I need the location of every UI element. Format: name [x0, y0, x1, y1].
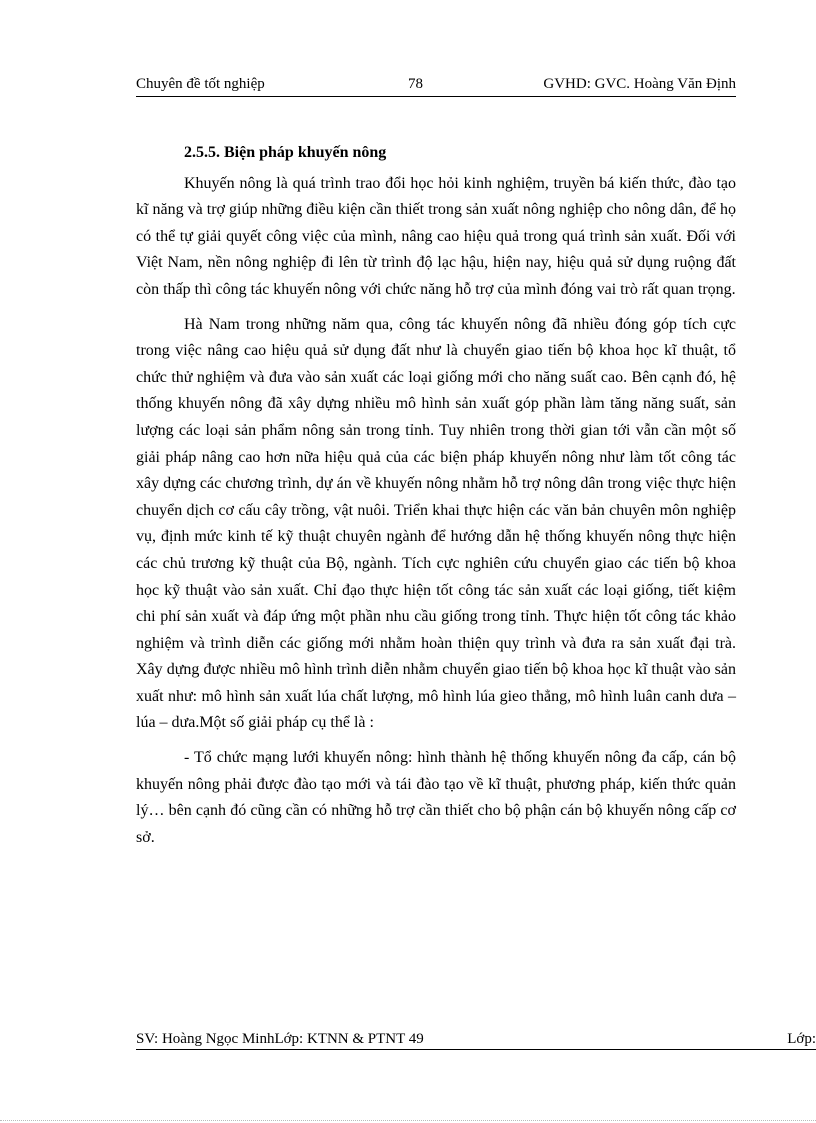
footer-student-info: SV: Hoàng Ngọc MinhLớp: KTNN & PTNT 49: [136, 1031, 424, 1047]
paragraph-bullet-organization: - Tổ chức mạng lưới khuyến nông: hình thành hệ thống khuyến nông đa cấp, cán bộ khuyến nông phải được đào tạo mới và tái đào tạo về kĩ thuật, phương pháp, kiến thức quản lý… bên cạnh đó cũng cần có những hỗ trợ cần thiết cho bộ phận cán bộ khuyến nông cấp cơ sở.: [136, 749, 736, 846]
paragraph-intro: Khuyến nông là quá trình trao đổi học hỏi kinh nghiệm, truyền bá kiến thức, đào tạo kĩ năng và trợ giúp những điều kiện cần thiết trong sản xuất nông nghiệp cho nông dân, để họ có thể tự giải quyết công việc của mình, nâng cao hiệu quả trong quá trình sản xuất. Đối với Việt Nam, nền nông nghiệp đi lên từ trình độ lạc hậu, hiện nay, hiệu quả sử dụng ruộng đất còn thấp thì công tác khuyến nông với chức năng hỗ trợ của mình đóng vai trò rất quan trọng.: [136, 174, 736, 298]
header-supervisor: GVHD: GVC. Hoàng Văn Định: [543, 76, 736, 92]
section-heading: 2.5.5. Biện pháp khuyến nông: [184, 144, 387, 161]
main-content: [136, 140, 736, 859]
page-header: [136, 76, 736, 97]
footer-class-label: Lớp:: [787, 1031, 816, 1047]
page-bottom-divider: [0, 1120, 816, 1121]
header-page-number: 78: [408, 76, 423, 92]
page-footer: [136, 1031, 816, 1050]
header-document-type: Chuyên đề tốt nghiệp: [136, 76, 265, 92]
paragraph-ha-nam: Hà Nam trong những năm qua, công tác khuyến nông đã nhiều đóng góp tích cực trong việc nâng cao hiệu quả sử dụng đất như là chuyển giao tiến bộ khoa học kĩ thuật, tổ chức thử nghiệm và đưa vào sản xuất các loại giống mới cho năng suất cao. Bên cạnh đó, hệ thống khuyến nông đã xây dựng nhiều mô hình sản xuất góp phần làm tăng năng suất, sản lượng các loại sản phẩm nông sản trong tỉnh. Tuy nhiên trong thời gian tới vẫn cần một số giải pháp nâng cao hơn nữa hiệu quả của các biện pháp khuyến nông như làm tốt công tác xây dựng các chương trình, dự án về khuyến nông nhằm hỗ trợ nông dân trong việc thực hiện chuyển dịch cơ cấu cây trồng, vật nuôi. Triển khai thực hiện các văn bản chuyên môn nghiệp vụ, định mức kinh tế kỹ thuật chuyên ngành để hướng dẫn hệ thống khuyến nông thực hiện các chủ trương kỹ thuật của Bộ, ngành. Tích cực nghiên cứu chuyển giao các tiến bộ khoa học kỹ thuật vào sản xuất. Chỉ đạo thực hiện tốt công tác sản xuất các loại giống, tiết kiệm chi phí sản xuất và đáp ứng một phần nhu cầu giống trong tỉnh. Thực hiện tốt công tác khảo nghiệm và trình diễn các giống mới nhằm hoàn thiện quy trình và đưa ra sản xuất đại trà. Xây dựng được nhiều mô hình trình diễn nhằm chuyển giao tiến bộ khoa học kĩ thuật vào sản xuất như: mô hình sản xuất lúa chất lượng, mô hình lúa gieo thẳng, mô hình luân canh dưa – lúa – dưa.Một số giải pháp cụ thể là :: [136, 315, 736, 732]
